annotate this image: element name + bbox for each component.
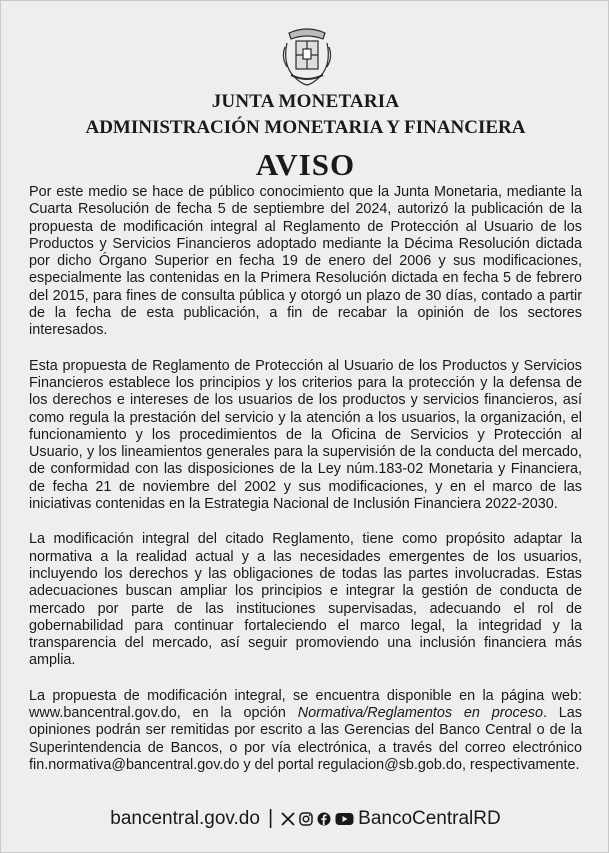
paragraph-4-text-b: . Las opiniones podrán ser remitidas por escrito a las Gerencias del Banco Central o de la Superintendencia de Bancos, o por vía electrónica, a través del correo electrónico fin.normativa@bancentral.gov.do y del portal regulacion@sb.gob.do, respectivamente. <box>29 705 582 773</box>
youtube-icon <box>335 812 354 826</box>
footer <box>1 807 609 830</box>
footer-website: bancentral.gov.do <box>110 807 260 829</box>
footer-separator: | <box>267 807 274 829</box>
paragraph-1: Por este medio se hace de público conocimiento que la Junta Monetaria, mediante la Cuarta Resolución de fecha 5 de septiembre del 2024, autorizó la publicación de la propuesta de modificación integral al Reglamento de Protección al Usuario de los Productos y Servicios Financieros adoptado mediante la Décima Resolución dictada por dicho Órgano Superior en fecha 19 de enero del 2006 y sus modificaciones, especialmente las contenidas en la Primera Resolución dictada en fecha 5 de febrero del 2015, para fines de consulta pública y otorgó un plazo de 30 días, contado a partir de la fecha de esta publicación, a fin de recabar la opinión de los sectores interesados. <box>29 184 582 339</box>
footer-handle: BancoCentralRD <box>358 807 501 829</box>
paragraph-4 <box>29 688 582 774</box>
issuer-name: JUNTA MONETARIA <box>211 91 400 112</box>
instagram-icon <box>299 812 313 826</box>
notice-body <box>29 184 582 792</box>
paragraph-4-option: Normativa/Reglamentos en proceso <box>297 705 543 722</box>
paragraph-4-text-a: La propuesta de modificación integral, se encuentra disponible en la página web: www.bancentral.gov.do, en la opción <box>29 687 582 722</box>
social-icons <box>281 812 354 826</box>
paragraph-2: Esta propuesta de Reglamento de Protección al Usuario de los Productos y Servicios Financieros establece los principios y los criterios para la protección y la defensa de los derechos e intereses de los usuarios de los productos y servicios financieros, así como regula la prestación del servicio y la atención a los usuarios, la organización, el funcionamiento y los procedimientos de la Oficina de Servicios y Protección al Usuario, y los lineamientos generales para la supervisión de la conducta del mercado, de conformidad con las disposiciones de la Ley núm.183-02 Monetaria y Financiera, de fecha 21 de noviembre del 2002 y sus modificaciones, y en el marco de las iniciativas contenidas en la Estrategia Nacional de Inclusión Financiera 2022-2030. <box>29 357 582 513</box>
issuer-subtitle: ADMINISTRACIÓN MONETARIA Y FINANCIERA <box>85 117 526 138</box>
coat-of-arms-icon <box>281 27 333 89</box>
page-title: AVISO <box>255 147 356 182</box>
facebook-icon <box>317 812 331 826</box>
x-icon <box>281 812 295 826</box>
paragraph-3: La modificación integral del citado Reglamento, tiene como propósito adaptar la normativa a la realidad actual y a las necesidades emergentes de los usuarios, incluyendo los derechos y las obligaciones de todas las partes involucradas. Estas adecuaciones buscan ampliar los principios e integrar la gestión de conducta de mercado por parte de las instituciones supervisadas, adecuando el rol de gobernabilidad para continuar fortaleciendo el marco legal, la integridad y la transparencia del mercado, así seguir promoviendo una inclusión financiera más amplia. <box>29 531 582 669</box>
